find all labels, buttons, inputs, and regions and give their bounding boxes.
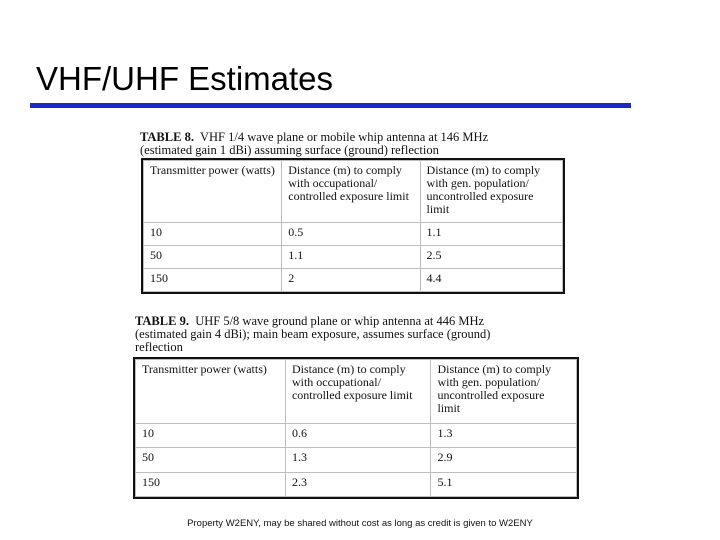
title-underline [30,103,631,108]
table-row [144,269,563,292]
table-cell: 2.3 [285,472,431,496]
table9-caption-line3: reflection [135,340,183,354]
table-cell: 4.4 [420,269,562,292]
table-cell: 10 [136,424,286,448]
table-cell: 10 [144,223,282,246]
table8-header-cell: Distance (m) to comply with occupational/ controlled exposure limit [282,161,420,223]
table-cell: 0.5 [282,223,420,246]
table-row [144,246,563,269]
table8-caption-text: VHF 1/4 wave plane or mobile whip antenna at 146 MHz [199,130,489,144]
table9-caption [135,315,490,354]
table-cell: 1.3 [431,424,577,448]
table9-caption-text: UHF 5/8 wave ground plane or whip antenna at 446 MHz [195,314,485,328]
table-row [136,472,577,496]
table9-header-cell: Distance (m) to comply with occupational/ controlled exposure limit [285,360,431,424]
table-cell: 50 [144,246,282,269]
table9-caption-line2: (estimated gain 4 dBi); main beam exposure, assumes surface (ground) [135,327,491,341]
table9-header-cell: Distance (m) to comply with gen. population/ uncontrolled exposure limit [431,360,577,424]
footer-credit: Property W2ENY, may be shared without cost as long as credit is given to W2ENY [187,518,533,529]
table-cell: 2.9 [431,448,577,472]
table-row [144,223,563,246]
table-cell: 1.1 [282,246,420,269]
table-row [136,448,577,472]
table9-label: TABLE 9. [135,314,189,328]
table-cell: 0.6 [285,424,431,448]
table9-header-cell: Transmitter power (watts) [136,360,286,424]
table8-caption [140,131,488,157]
table-cell: 1.3 [285,448,431,472]
table9-header-row [136,360,577,424]
table8-header-cell: Distance (m) to comply with gen. population/ uncontrolled exposure limit [420,161,562,223]
table-row [136,424,577,448]
table-cell: 150 [144,269,282,292]
table-cell: 2 [282,269,420,292]
table8-header-cell: Transmitter power (watts) [144,161,282,223]
table-cell: 5.1 [431,472,577,496]
table-cell: 2.5 [420,246,562,269]
table8 [141,158,565,294]
table-cell: 1.1 [420,223,562,246]
table8-header-row [144,161,563,223]
slide-title: VHF/UHF Estimates [36,60,334,97]
table8-label: TABLE 8. [140,130,194,144]
table-cell: 50 [136,448,286,472]
table8-caption-line2: (estimated gain 1 dBi) assuming surface (ground) reflection [140,143,439,157]
table9 [133,357,579,499]
table-cell: 150 [136,472,286,496]
